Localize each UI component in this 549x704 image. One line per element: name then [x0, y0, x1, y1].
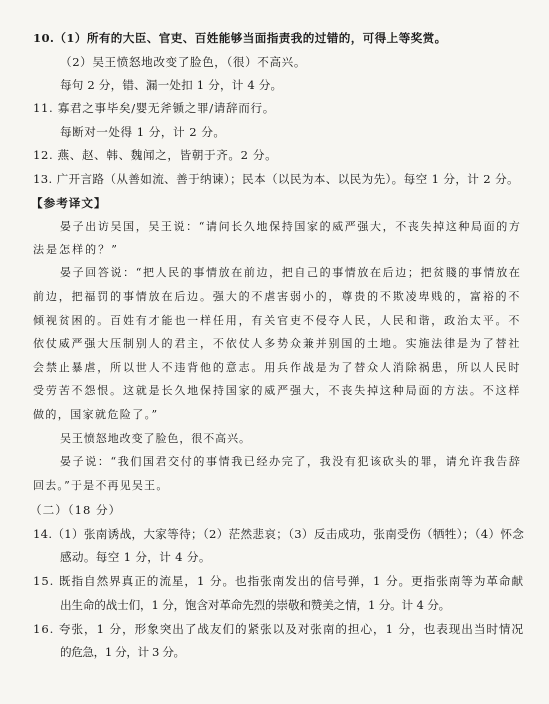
text-line-q12: 12. 燕、赵、韩、魏闻之，皆朝于齐。2 分。 [33, 148, 278, 162]
text-line-sec2: （二）（18 分） [30, 503, 122, 517]
text-line-q13: 13. 广开言路（从善如流、善于纳谏）；民本（以民为本、以民为先）。每空 1 分，计 2 分。 [33, 172, 519, 186]
text-line-t12: 回去。”于是不再见吴王。 [33, 479, 169, 492]
text-line-q10-2: （2）吴王愤怒地改变了脸色，（很）不高兴。 [60, 55, 307, 69]
text-line-q16: 16. 夸张，1 分，形象突出了战友们的紧张以及对张南的担心，1 分，也表现出当时情况 [33, 622, 525, 636]
text-line-t6: 依仗威严强大压制别人的君主，不依仗人多势众兼并别国的土地。实施法律是为了替社 [33, 337, 522, 350]
text-line-q10-score: 每句 2 分，错、漏一处扣 1 分，计 4 分。 [60, 78, 283, 92]
text-line-t2: 法是怎样的？” [33, 243, 119, 256]
text-line-q14-b: 感动。每空 1 分，计 4 分。 [60, 550, 211, 564]
text-line-t4: 前边，把福罚的事情放在后边。强大的不虐害弱小的，尊贵的不欺凌卑贱的，富裕的不 [33, 290, 522, 303]
text-line-t7: 会禁止暴虐，所以世人不违背他的意志。用兵作战是为了替众人消除祸患，所以人民时 [33, 361, 522, 374]
text-line-t3: 晏子回答说：“把人民的事情放在前边，把自己的事情放在后边；把贫賤的事情放在 [60, 266, 522, 279]
text-line-q14: 14.（1）张南诱战，大家等待；（2）茫然悲哀；（3）反击成功，张南受伤（牺牲）；（4）怀念 [33, 527, 525, 541]
text-line-t11: 晏子说：“我们国君交付的事情我已经办完了，我没有犯该砍头的罪，请允许我告辞 [60, 455, 522, 468]
text-line-q15: 15. 既指自然界真正的流星，1 分。也指张南发出的信号弹，1 分。更指张南等为革命献 [33, 574, 525, 588]
text-line-t9: 做的，国家就危险了。” [33, 408, 159, 421]
text-line-q11: 11. 寡君之事毕矣/婴无斧锧之罪/请辞而行。 [33, 101, 276, 115]
text-line-q10-1: 10.（1）所有的大臣、官吏、百姓能够当面指责我的过错的，可得上等奖赏。 [33, 31, 447, 45]
text-line-ref-heading: 【参考译文】 [31, 196, 107, 210]
text-line-q15-b: 出生命的战士们，1 分，饱含对革命先烈的崇敬和赞美之情，1 分。计 4 分。 [60, 598, 451, 612]
text-line-t10: 吴王愤怒地改变了脸色，很不高兴。 [60, 432, 251, 445]
text-line-t8: 受劳苦不怨恨。这就是长久地保持国家的威严强大，不丧失掉这种局面的方法。不这样 [33, 384, 522, 397]
text-line-q16-b: 的危急，1 分，计 3 分。 [60, 645, 185, 659]
text-line-q11-score: 每断对一处得 1 分，计 2 分。 [60, 125, 226, 139]
text-line-t1: 晏子出访吴国，吴王说：“请问长久地保持国家的威严强大，不丧失掉这种局面的方 [60, 220, 522, 233]
text-line-t5: 倾视贫困的。百姓有才能也一样任用，有关官吏不侵夺人民，人民和谐，政治太平。不 [33, 314, 522, 327]
